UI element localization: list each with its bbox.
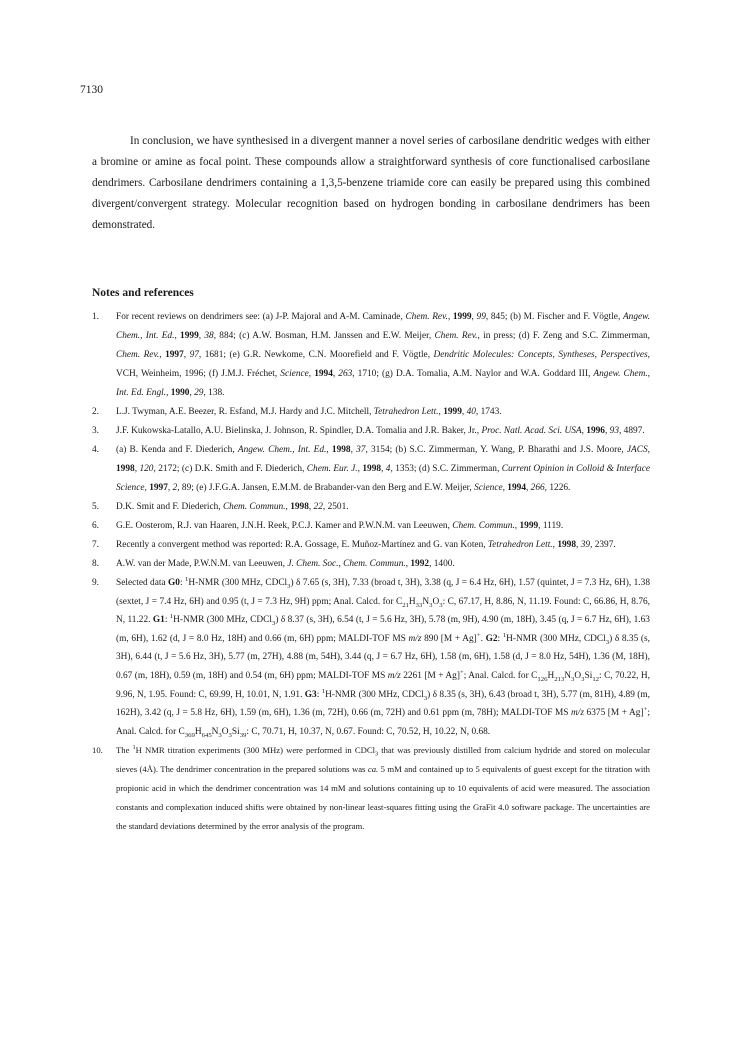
reference-text: The $^1$H NMR titration experiments (300 MHz) were performed in CDCl$_3$ that was previously distilled from calcium hydride and stored on molecular sieves (4Å). The dendrimer concentration in the prepared solutions was ca. 5 mM and contained up to 5 equivalents of guest except for the titration with propionic acid in which the dendrimer concentration was 14 mM and solutions containing up to 10 equivalents of acid were measured. The association constants and complexation induced shifts were obtained by non-linear least-squares fitting using the GraFit 4.0 software package. The uncertainties are the standard deviations determined by the error analysis of the program. bbox=[116, 744, 650, 832]
reference-text: J.F. Kukowska-Latallo, A.U. Bielinska, J. Johnson, R. Spindler, D.A. Tomalia and J.R. Baker, Jr., Proc. Natl. Acad. Sci. USA, 1996, 93, 4897. bbox=[116, 426, 645, 436]
reference-item bbox=[92, 574, 650, 741]
notes-heading: Notes and references bbox=[92, 287, 194, 299]
reference-text: L.J. Twyman, A.E. Beezer, R. Esfand, M.J. Hardy and J.C. Mitchell, Tetrahedron Lett., 1999, 40, 1743. bbox=[116, 407, 502, 417]
reference-text: For recent reviews on dendrimers see: (a) J-P. Majoral and A-M. Caminade, Chem. Rev., 1999, 99, 845; (b) M. Fischer and F. Vögtle, Angew. Chem., Int. Ed., 1999, 38, 884; (c) A.W. Bosman, H.M. Janssen and E.W. Meijer, Chem. Rev., in press; (d) F. Zeng and S.C. Zimmerman, Chem. Rev., 1997, 97, 1681; (e) G.R. Newkome, C.N. Moorefield and F. Vögtle, Dendritic Molecules: Concepts, Syntheses, Perspectives, VCH, Weinheim, 1996; (f) J.M.J. Fréchet, Science, 1994, 263, 1710; (g) D.A. Tomalia, A.M. Naylor and W.A. Goddard III, Angew. Chem., Int. Ed. Engl., 1990, 29, 138. bbox=[116, 312, 651, 398]
reference-number: 7. bbox=[92, 540, 100, 550]
reference-text: Selected data G0: $^1$H-NMR (300 MHz, CDCl$_3$) δ 7.65 (s, 3H), 7.33 (broad t, 3H), 3.38 (q, J = 6.4 Hz, 6H), 1.57 (quintet, J = 7.3 Hz, 6H), 1.38 (sextet, J = 7.4 Hz, 6H) and 0.95 (t, J = 7.3 Hz, 9H) ppm; Anal. Calcd. for $C_{21}H_{33}N_3O_3$: C, 67.17, H, 8.86, N, 11.19. Found: C, 66.86, H, 8.76, N, 11.22. G1: $^1$H-NMR (300 MHz, CDCl$_3$) δ 8.37 (s, 3H), 6.54 (t, J = 5.6 Hz, 3H), 5.78 (m, 9H), 4.90 (m, 18H), 3.45 (q, J = 6.7 Hz, 6H), 1.63 (m, 6H), 1.62 (d, J = 8.0 Hz, 18H) and 0.66 (m, 6H) ppm; MALDI-TOF MS m/z 890 [M + Ag]+. G2: $^1$H-NMR (300 MHz, CDCl$_3$) δ 8.35 (s, 3H), 6.44 (t, J = 5.6 Hz, 3H), 5.77 (m, 27H), 4.88 (m, 54H), 3.44 (q, J = 6.7 Hz, 6H), 1.58 (m, 6H), 1.58 (d, J = 8.0 Hz, 54H), 1.36 (M, 18H), 0.67 (m, 18H), 0.59 (m, 18H) and 0.54 (m, 6H) ppm; MALDI-TOF MS m/z 2261 [M + Ag]+; Anal. Calcd. for $C_{126}H_{213}N_3O_3Si_{12}$: C, 70.22, H, 9.96, N, 1.95. Found: C, 69.99, H, 10.01, N, 1.91. G3: $^1$H-NMR (300 MHz, CDCl$_3$) δ 8.35 (s, 3H), 6.43 (broad t, 3H), 5.77 (m, 81H), 4.89 (m, 162H), 3.42 (q, J = 5.8 Hz, 6H), 1.59 (m, 6H), 1.36 (m, 72H), 0.66 (m, 72H) and 0.61 ppm (m, 78H); MALDI-TOF MS m/z 6375 [M + Ag]+; Anal. Calcd. for $C_{369}H_{645}N_3O_3Si_{39}$: C, 70.71, H, 10.37, N, 0.67. Found: C, 70.52, H, 10.22, N, 0.68. bbox=[116, 575, 650, 739]
reference-text: (a) B. Kenda and F. Diederich, Angew. Chem., Int. Ed., 1998, 37, 3154; (b) S.C. Zimmerman, Y. Wang, P. Bharathi and J.S. Moore, JACS, 1998, 120, 2172; (c) D.K. Smith and F. Diederich, Chem. Eur. J., 1998, 4, 1353; (d) S.C. Zimmerman, Current Opinion in Colloid & Interface Science, 1997, 2, 89; (e) J.F.G.A. Jansen, E.M.M. de Brabander-van den Berg and E.W. Meijer, Science, 1994, 266, 1226. bbox=[116, 445, 651, 493]
reference-item bbox=[92, 308, 650, 403]
reference-item bbox=[92, 441, 650, 498]
reference-number: 8. bbox=[92, 559, 100, 569]
reference-number: 4. bbox=[92, 445, 100, 455]
reference-number: 5. bbox=[92, 502, 100, 512]
references-list bbox=[92, 308, 650, 836]
reference-number: 9. bbox=[92, 578, 100, 588]
reference-number: 6. bbox=[92, 521, 100, 531]
conclusion-paragraph: In conclusion, we have synthesised in a divergent manner a novel series of carbosilane dendritic wedges with either a bromine or amine as focal point. These compounds allow a straightforward synthesis of core functionalised carbosilane dendrimers. Carbosilane dendrimers containing a 1,3,5-benzene triamide core can easily be prepared using this combined divergent/convergent strategy. Molecular recognition based on hydrogen bonding in carbosilane dendrimers has been demonstrated. bbox=[92, 135, 650, 231]
reference-number: 1. bbox=[92, 312, 100, 322]
reference-item bbox=[92, 498, 650, 517]
reference-item bbox=[92, 517, 650, 536]
reference-number: 3. bbox=[92, 426, 100, 436]
reference-number: 10. bbox=[92, 745, 103, 756]
reference-item bbox=[92, 422, 650, 441]
reference-item bbox=[92, 741, 650, 836]
page-number: 7130 bbox=[80, 84, 103, 96]
reference-text: A.W. van der Made, P.W.N.M. van Leeuwen, J. Chem. Soc., Chem. Commun., 1992, 1400. bbox=[116, 559, 455, 569]
reference-text: D.K. Smit and F. Diederich, Chem. Commun., 1998, 22, 2501. bbox=[116, 502, 349, 512]
reference-item bbox=[92, 403, 650, 422]
reference-item bbox=[92, 555, 650, 574]
reference-number: 2. bbox=[92, 407, 100, 417]
reference-item bbox=[92, 536, 650, 555]
reference-text: G.E. Oosterom, R.J. van Haaren, J.N.H. Reek, P.C.J. Kamer and P.W.N.M. van Leeuwen, Chem. Commun., 1999, 1119. bbox=[116, 521, 564, 531]
reference-text: Recently a convergent method was reported: R.A. Gossage, E. Muñoz-Martínez and G. van Koten, Tetrahedron Lett., 1998, 39, 2397. bbox=[116, 540, 616, 550]
